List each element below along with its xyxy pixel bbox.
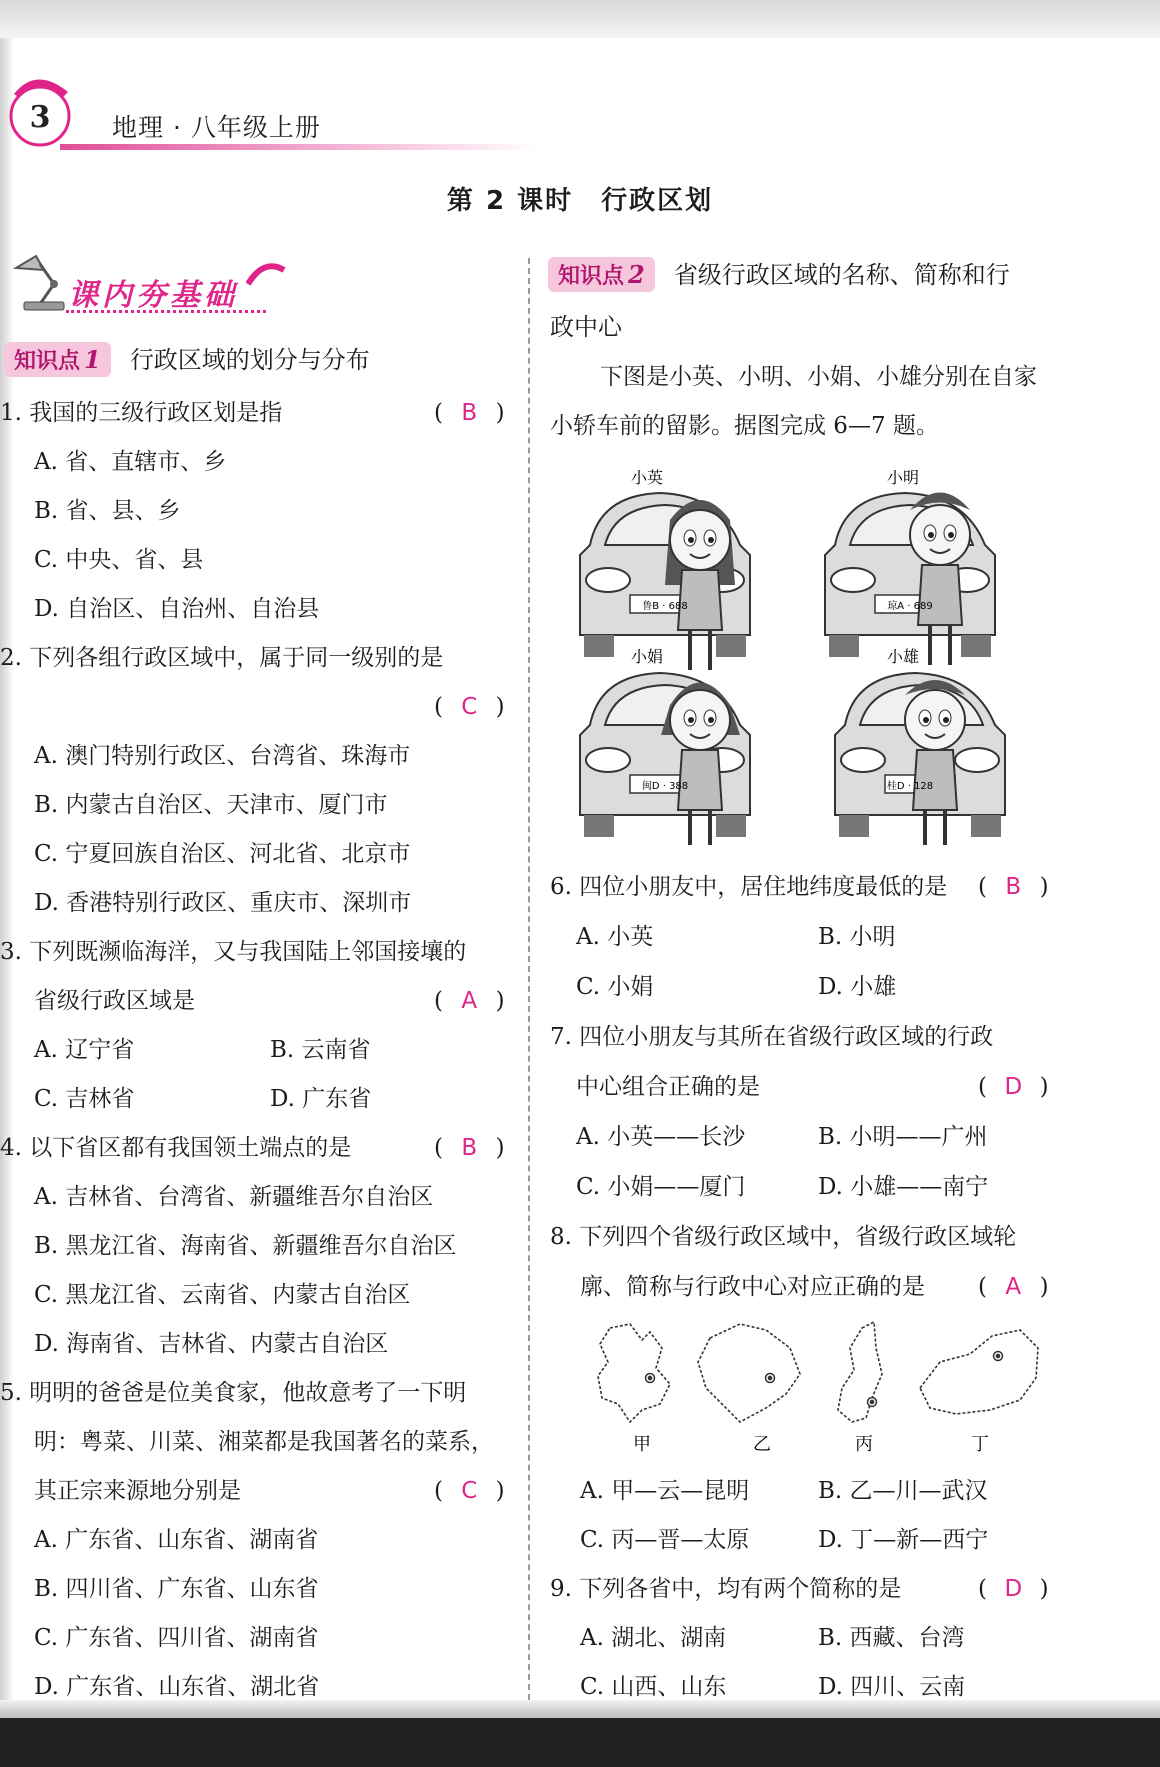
question-9: 9. 下列各省中，均有两个简称的是 bbox=[550, 1576, 902, 1602]
q2-option-c: C. 宁夏回族自治区、河北省、北京市 bbox=[34, 841, 411, 867]
q7-option-b: B. 小明——广州 bbox=[818, 1124, 988, 1150]
q5-option-b: B. 四川省、广东省、山东省 bbox=[34, 1576, 319, 1602]
page-number-badge bbox=[6, 72, 72, 148]
q8-option-b: B. 乙—川—武汉 bbox=[818, 1478, 988, 1504]
q9-option-c: C. 山西、山东 bbox=[580, 1674, 727, 1700]
outline-ding bbox=[920, 1330, 1038, 1414]
plate-xiaoxiong: 桂D · 128 bbox=[886, 781, 934, 792]
q7-option-a: A. 小英——长沙 bbox=[576, 1124, 746, 1150]
q6-option-c: C. 小娟 bbox=[576, 974, 654, 1000]
q4-option-d: D. 海南省、吉林省、内蒙古自治区 bbox=[34, 1331, 389, 1357]
q1-option-d: D. 自治区、自治州、自治县 bbox=[34, 596, 320, 622]
q4-option-a: A. 吉林省、台湾省、新疆维吾尔自治区 bbox=[34, 1184, 434, 1210]
question-2: 2. 下列各组行政区域中，属于同一级别的是 bbox=[0, 645, 444, 671]
q6-option-b: B. 小明 bbox=[818, 924, 896, 950]
q8-option-c: C. 丙—晋—太原 bbox=[580, 1527, 750, 1553]
desk-lamp-icon bbox=[10, 248, 70, 314]
pink-swoosh-icon bbox=[246, 258, 286, 288]
kp2-tag: 知识点 2 bbox=[548, 257, 655, 292]
intro-line-1: 下图是小英、小明、小娟、小雄分别在自家 bbox=[600, 364, 1037, 390]
q6-option-a: A. 小英 bbox=[576, 924, 654, 950]
province-outlines-figure bbox=[590, 1318, 1050, 1458]
plate-xiaoying: 鲁B · 688 bbox=[642, 601, 688, 612]
map-label-jia: 甲 bbox=[633, 1434, 651, 1455]
question-6: 6. 四位小朋友中，居住地纬度最低的是 bbox=[550, 874, 948, 900]
q8-option-d: D. 丁—新—西宁 bbox=[818, 1527, 989, 1553]
page-number: 3 bbox=[29, 100, 51, 135]
caption-xiaojuan: 小娟 bbox=[630, 647, 664, 666]
answer-5: ( C ) bbox=[434, 1478, 505, 1504]
q1-option-a: A. 省、直辖市、乡 bbox=[34, 449, 227, 475]
q3-option-a: A. 辽宁省 bbox=[34, 1037, 135, 1063]
q2-option-a: A. 澳门特别行政区、台湾省、珠海市 bbox=[34, 743, 411, 769]
plate-xiaojuan: 闽D · 388 bbox=[641, 781, 689, 792]
q1-option-b: B. 省、县、乡 bbox=[34, 498, 181, 524]
question-5-cont-2: 其正宗来源地分别是 bbox=[34, 1478, 241, 1504]
kp1-tag: 知识点 1 bbox=[4, 342, 111, 377]
question-7: 7. 四位小朋友与其所在省级行政区域的行政 bbox=[550, 1024, 994, 1050]
page-bottom-shadow bbox=[0, 1700, 1160, 1718]
q3-option-b: B. 云南省 bbox=[270, 1037, 371, 1063]
answer-7: ( D ) bbox=[978, 1074, 1049, 1100]
kp2-title: 省级行政区域的名称、简称和行 bbox=[673, 261, 1010, 289]
q9-option-a: A. 湖北、湖南 bbox=[580, 1625, 727, 1651]
q4-option-b: B. 黑龙江省、海南省、新疆维吾尔自治区 bbox=[34, 1233, 457, 1259]
kp1-title: 行政区域的划分与分布 bbox=[129, 346, 370, 374]
answer-9: ( D ) bbox=[978, 1576, 1049, 1602]
question-3: 3. 下列既濒临海洋，又与我国陆上邻国接壤的 bbox=[0, 939, 467, 965]
q5-option-c: C. 广东省、四川省、湖南省 bbox=[34, 1625, 319, 1651]
q4-option-c: C. 黑龙江省、云南省、内蒙古自治区 bbox=[34, 1282, 411, 1308]
column-divider bbox=[528, 258, 530, 1700]
bottom-dark-bar bbox=[0, 1718, 1160, 1767]
section-banner bbox=[10, 248, 270, 318]
q7-option-c: C. 小娟——厦门 bbox=[576, 1174, 746, 1200]
question-8: 8. 下列四个省级行政区域中，省级行政区域轮 bbox=[550, 1224, 1017, 1250]
car-photos-figure bbox=[565, 465, 1045, 845]
q2-option-d: D. 香港特别行政区、重庆市、深圳市 bbox=[34, 890, 412, 916]
outline-bing bbox=[838, 1322, 882, 1422]
outline-jia bbox=[598, 1324, 670, 1422]
answer-8: ( A ) bbox=[978, 1274, 1049, 1300]
q3-option-d: D. 广东省 bbox=[270, 1086, 372, 1112]
question-4: 4. 以下省区都有我国领土端点的是 bbox=[0, 1135, 352, 1161]
knowledge-point-2 bbox=[548, 255, 1010, 289]
map-label-bing: 丙 bbox=[855, 1434, 873, 1455]
q2-option-b: B. 内蒙古自治区、天津市、厦门市 bbox=[34, 792, 388, 818]
page-top-shadow bbox=[0, 0, 1160, 38]
kp2-title-cont: 政中心 bbox=[550, 313, 622, 341]
question-1: 1. 我国的三级行政区划是指 bbox=[0, 400, 283, 426]
caption-xiaoying: 小英 bbox=[630, 468, 664, 487]
answer-6: ( B ) bbox=[978, 874, 1049, 900]
q9-option-b: B. 西藏、台湾 bbox=[818, 1625, 965, 1651]
knowledge-point-1 bbox=[4, 340, 370, 374]
answer-2: ( C ) bbox=[434, 694, 505, 720]
q3-option-c: C. 吉林省 bbox=[34, 1086, 135, 1112]
caption-xiaoming: 小明 bbox=[886, 468, 920, 487]
question-7-cont: 中心组合正确的是 bbox=[576, 1074, 760, 1100]
question-5-cont-1: 明：粤菜、川菜、湘菜都是我国著名的菜系， bbox=[34, 1429, 494, 1455]
outline-yi bbox=[698, 1324, 800, 1422]
book-title: 地理 · 八年级上册 bbox=[112, 113, 321, 142]
question-5: 5. 明明的爸爸是位美食家，他故意考了一下明 bbox=[0, 1380, 467, 1406]
map-label-ding: 丁 bbox=[971, 1434, 989, 1455]
q8-option-a: A. 甲—云—昆明 bbox=[580, 1478, 750, 1504]
q1-option-c: C. 中央、省、县 bbox=[34, 547, 204, 573]
section-underline bbox=[66, 310, 266, 313]
q6-option-d: D. 小雄 bbox=[818, 974, 897, 1000]
section-title: 课内夯基础 bbox=[68, 278, 238, 313]
caption-xiaoxiong: 小雄 bbox=[886, 647, 920, 666]
header-rule bbox=[60, 144, 540, 150]
question-8-cont: 廓、简称与行政中心对应正确的是 bbox=[580, 1274, 925, 1300]
answer-4: ( B ) bbox=[434, 1135, 505, 1161]
plate-xiaoming: 琼A · 689 bbox=[887, 601, 933, 612]
q5-option-d: D. 广东省、山东省、湖北省 bbox=[34, 1674, 320, 1700]
map-label-yi: 乙 bbox=[753, 1434, 771, 1455]
question-3-cont: 省级行政区域是 bbox=[34, 988, 195, 1014]
intro-line-2: 小轿车前的留影。据图完成 6—7 题。 bbox=[550, 413, 939, 439]
answer-1: ( B ) bbox=[434, 400, 505, 426]
q9-option-d: D. 四川、云南 bbox=[818, 1674, 966, 1700]
q5-option-a: A. 广东省、山东省、湖南省 bbox=[34, 1527, 319, 1553]
q7-option-d: D. 小雄——南宁 bbox=[818, 1174, 989, 1200]
answer-3: ( A ) bbox=[434, 988, 505, 1014]
lesson-title: 第 2 课时 行政区划 bbox=[446, 186, 714, 216]
